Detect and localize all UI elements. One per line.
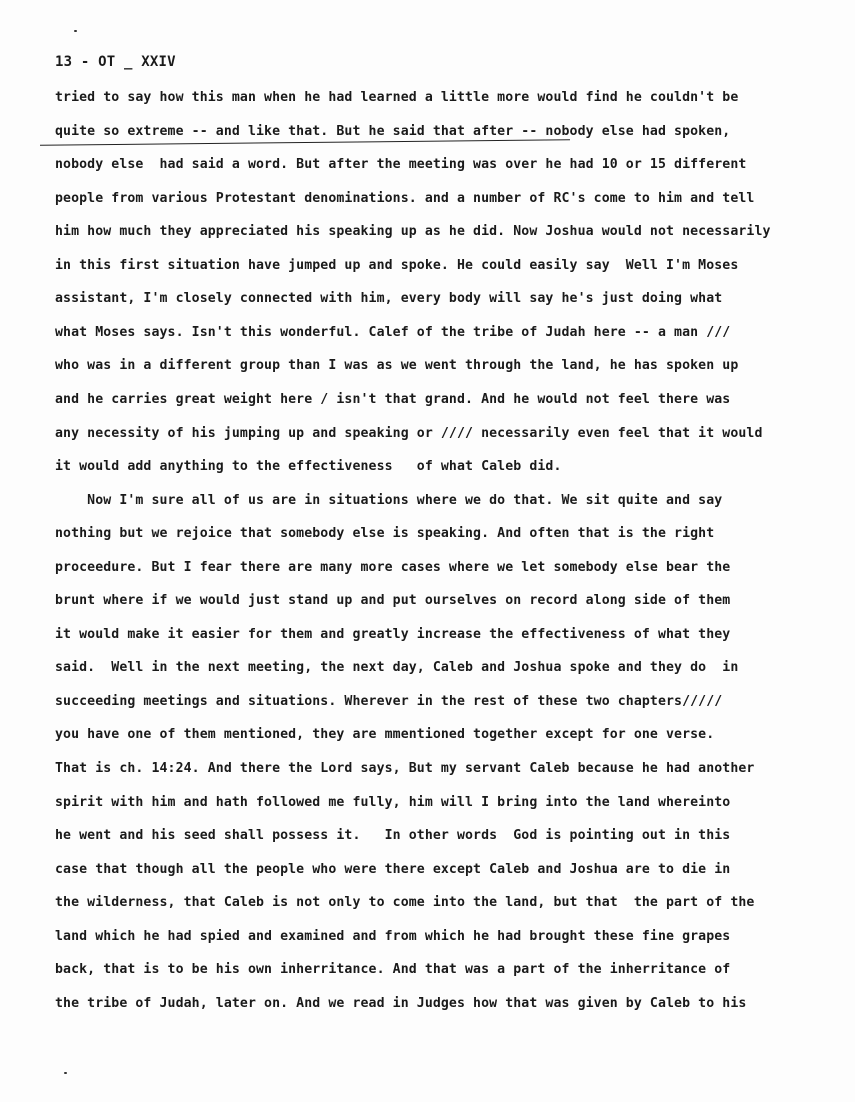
text-line: said. Well in the next meeting, the next day, Caleb and Joshua spoke and they do in [55,660,739,675]
text-line: brunt where if we would just stand up and put ourselves on record along side of them [55,593,731,608]
text-line: the tribe of Judah, later on. And we read in Judges how that was given by Caleb to his [55,996,747,1011]
text-line: who was in a different group than I was as we went through the land, he has spoken up [55,358,739,373]
text-line: tried to say how this man when he had learned a little more would find he couldn't be [55,90,739,105]
text-line: case that though all the people who were there except Caleb and Joshua are to die in [55,862,731,877]
ink-speck [64,1072,67,1074]
text-line: people from various Protestant denominations. and a number of RC's come to him and tell [55,191,755,206]
text-line: it would add anything to the effectiveness of what Caleb did. [55,459,562,474]
page-header: 13 - OT _ XXIV [55,54,176,70]
text-line: assistant, I'm closely connected with him, every body will say he's just doing what [55,291,723,306]
text-line: in this first situation have jumped up and spoke. He could easily say Well I'm Moses [55,258,739,273]
text-line: he went and his seed shall possess it. In other words God is pointing out in this [55,828,731,843]
ink-speck [74,30,77,32]
text-line: him how much they appreciated his speaking up as he did. Now Joshua would not necessarily [55,224,771,239]
text-line: Now I'm sure all of us are in situations where we do that. We sit quite and say [55,493,723,508]
text-line: it would make it easier for them and greatly increase the effectiveness of what they [55,627,731,642]
text-line: nothing but we rejoice that somebody else is speaking. And often that is the right [55,526,715,541]
text-line: That is ch. 14:24. And there the Lord says, But my servant Caleb because he had another [55,761,755,776]
text-line: and he carries great weight here / isn't that grand. And he would not feel there was [55,392,731,407]
text-line: any necessity of his jumping up and speaking or //// necessarily even feel that it would [55,426,763,441]
text-line: back, that is to be his own inherritance. And that was a part of the inherritance of [55,962,731,977]
text-line: land which he had spied and examined and from which he had brought these fine grapes [55,929,731,944]
text-line: the wilderness, that Caleb is not only to come into the land, but that the part of the [55,895,755,910]
text-line: succeeding meetings and situations. Wherever in the rest of these two chapters///// [55,694,723,709]
text-line: nobody else had said a word. But after the meeting was over he had 10 or 15 different [55,157,747,172]
text-line: you have one of them mentioned, they are mmentioned together except for one verse. [55,727,715,742]
text-line: quite so extreme -- and like that. But he said that after -- nobody else had spoken, [55,124,731,139]
text-line: what Moses says. Isn't this wonderful. Calef of the tribe of Judah here -- a man /// [55,325,731,340]
text-line: spirit with him and hath followed me fully, him will I bring into the land whereinto [55,795,731,810]
text-line: proceedure. But I fear there are many more cases where we let somebody else bear the [55,560,731,575]
